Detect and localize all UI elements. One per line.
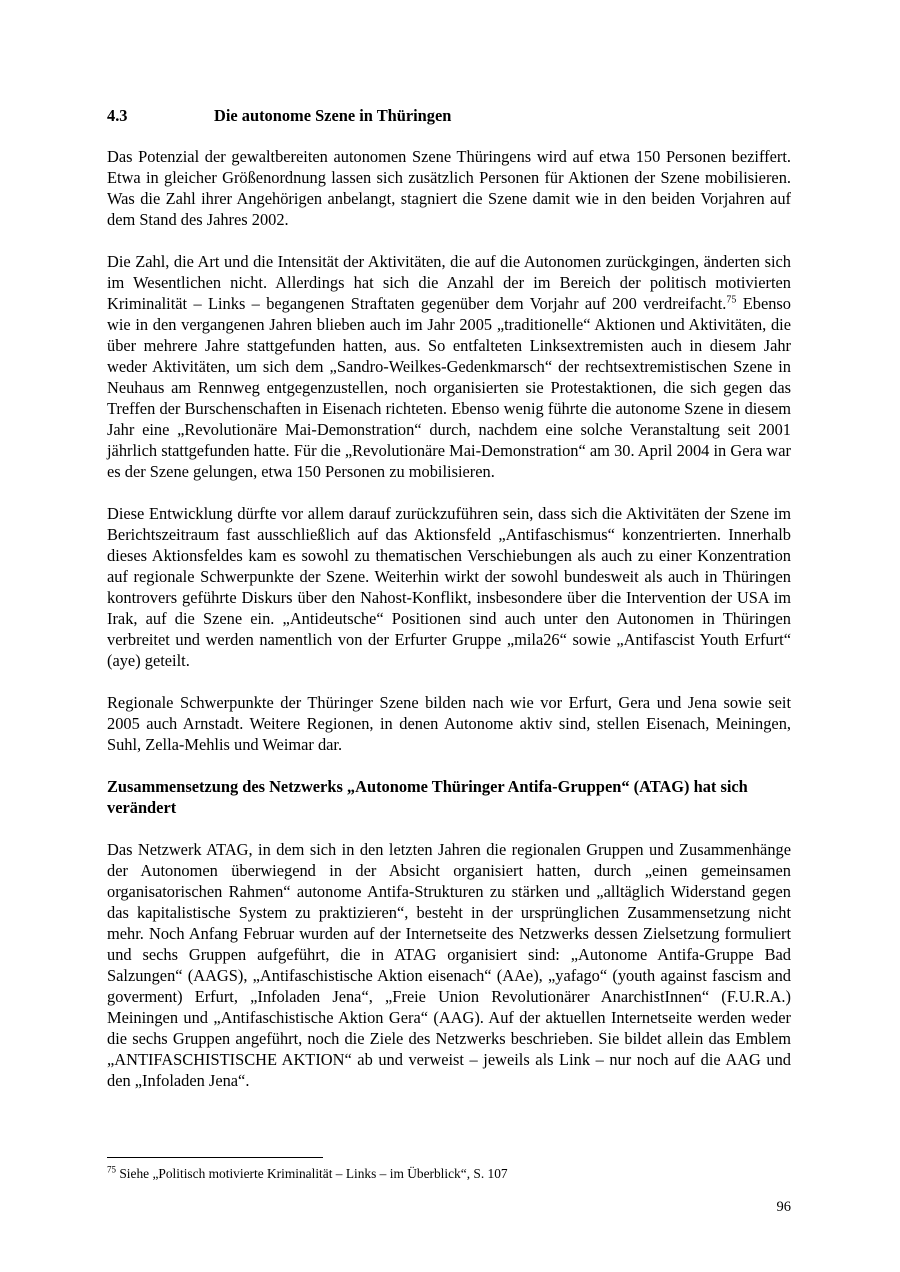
paragraph-2: [107, 251, 791, 482]
paragraph-1: Das Potenzial der gewaltbereiten autonomen Szene Thüringens wird auf etwa 150 Personen beziffert. Etwa in gleicher Größenordnung lassen sich zusätzlich Personen für Aktionen der Szene mobilisieren. Was die Zahl ihrer Angehörigen anbelangt, stagniert die Szene damit wie in den beiden Vorjahren auf dem Stand des Jahres 2002.: [107, 147, 791, 229]
page-body: [107, 105, 791, 1112]
page-number: 96: [776, 1199, 791, 1215]
section-heading: [107, 105, 791, 126]
paragraph-4: Regionale Schwerpunkte der Thüringer Szene bilden nach wie vor Erfurt, Gera und Jena sowie seit 2005 auch Arnstadt. Weitere Regionen, in denen Autonome aktiv sind, stellen Eisenach, Meiningen, Suhl, Zella-Mehlis und Weimar dar.: [107, 693, 791, 754]
paragraph-3: Diese Entwicklung dürfte vor allem darauf zurückzuführen sein, dass sich die Aktivitäten der Szene im Berichtszeitraum fast ausschließlich auf das Aktionsfeld „Antifaschismus“ konzentrierten. Innerhalb dieses Aktionsfeldes kam es sowohl zu thematischen Verschiebungen als auch zu einer Konzentration auf regionale Schwerpunkte der Szene. Weiterhin wirkt der sowohl bundesweit als auch in Thüringen kontrovers geführte Diskurs über den Nahost-Konflikt, insbesondere über die Intervention der USA im Irak, auf die Szene ein. „Antideutsche“ Positionen sind auch unter den Autonomen in Thüringen verbreitet und werden namentlich von der Erfurter Gruppe „mila26“ sowie „Antifascist Youth Erfurt“ (aye) geteilt.: [107, 504, 791, 670]
paragraph-2-part-2: Ebenso wie in den vergangenen Jahren blieben auch im Jahr 2005 „traditionelle“ Aktionen und Aktivitäten, die über mehrere Jahre stattgefunden hatten, aus. So entfalteten Linksextremisten auch in diesem Jahr weder Aktivitäten, um sich dem „Sandro-Weilkes-Gedenkmarsch“ der rechtsextremistischen Szene in Neuhaus am Rennweg entgegenzustellen, noch organisierten sie Protestaktionen, die sich gegen das Treffen der Burschenschaften in Eisenach richteten. Ebenso wenig führte die autonome Szene in diesem Jahr eine „Revolutionäre Mai-Demonstration“ durch, nachdem eine solche Veranstaltung seit 2001 jährlich stattgefunden hatte. Für die „Revolutionäre Mai-Demonstration“ am 30. April 2004 in Gera war es der Szene gelungen, etwa 150 Personen zu mobilisieren.: [107, 294, 791, 481]
section-title: Die autonome Szene in Thüringen: [214, 106, 452, 125]
paragraph-5: Das Netzwerk ATAG, in dem sich in den letzten Jahren die regionalen Gruppen und Zusammenhänge der Autonomen überwiegend in der Absicht organisiert hatten, durch „einen gemeinsamen organisatorischen Rahmen“ autonome Antifa-Strukturen zu stärken und „alltäglich Widerstand gegen das kapitalistische System zu praktizieren“, besteht in der ursprünglichen Zusammensetzung nicht mehr. Noch Anfang Februar wurden auf der Internetseite des Netzwerks dessen Zielsetzung formuliert und sechs Gruppen aufgeführt, die in ATAG organisiert sind: „Autonome Antifa-Gruppe Bad Salzungen“ (AAGS), „Antifaschistische Aktion eisenach“ (AAe), „yafago“ (youth against fascism and goverment) Erfurt, „Infoladen Jena“, „Freie Union Revolutionärer AnarchistInnen“ (F.U.R.A.) Meiningen und „Antifaschistische Aktion Gera“ (AAG). Auf der aktuellen Internetseite werden weder die sechs Gruppen angeführt, noch die Ziele des Netzwerks beschrieben. Sie bildet allein das Emblem „ANTIFASCHISTISCHE AKTION“ ab und verweist – jeweils als Link – nur noch auf die AAG und den „Infoladen Jena“.: [107, 840, 791, 1090]
paragraph-2-part-1: Die Zahl, die Art und die Intensität der Aktivitäten, die auf die Autonomen zurückgingen, änderten sich im Wesentlichen nicht. Allerdings hat sich die Anzahl der im Bereich der politisch motivierten Kriminalität – Links – begangenen Straftaten gegenüber dem Vorjahr auf 200 verdreifacht.: [107, 252, 791, 313]
footnote-number: 75: [107, 1164, 116, 1175]
section-number: 4.3: [107, 106, 128, 125]
footnote: [107, 1165, 508, 1183]
footnote-divider: [107, 1157, 323, 1158]
footnote-text: Siehe „Politisch motivierte Kriminalität – Links – im Überblick“, S. 107: [116, 1166, 508, 1181]
sub-heading: Zusammensetzung des Netzwerks „Autonome Thüringer Antifa-Gruppen“ (ATAG) hat sich verändert: [107, 777, 748, 817]
footnote-reference[interactable]: 75: [726, 294, 737, 306]
